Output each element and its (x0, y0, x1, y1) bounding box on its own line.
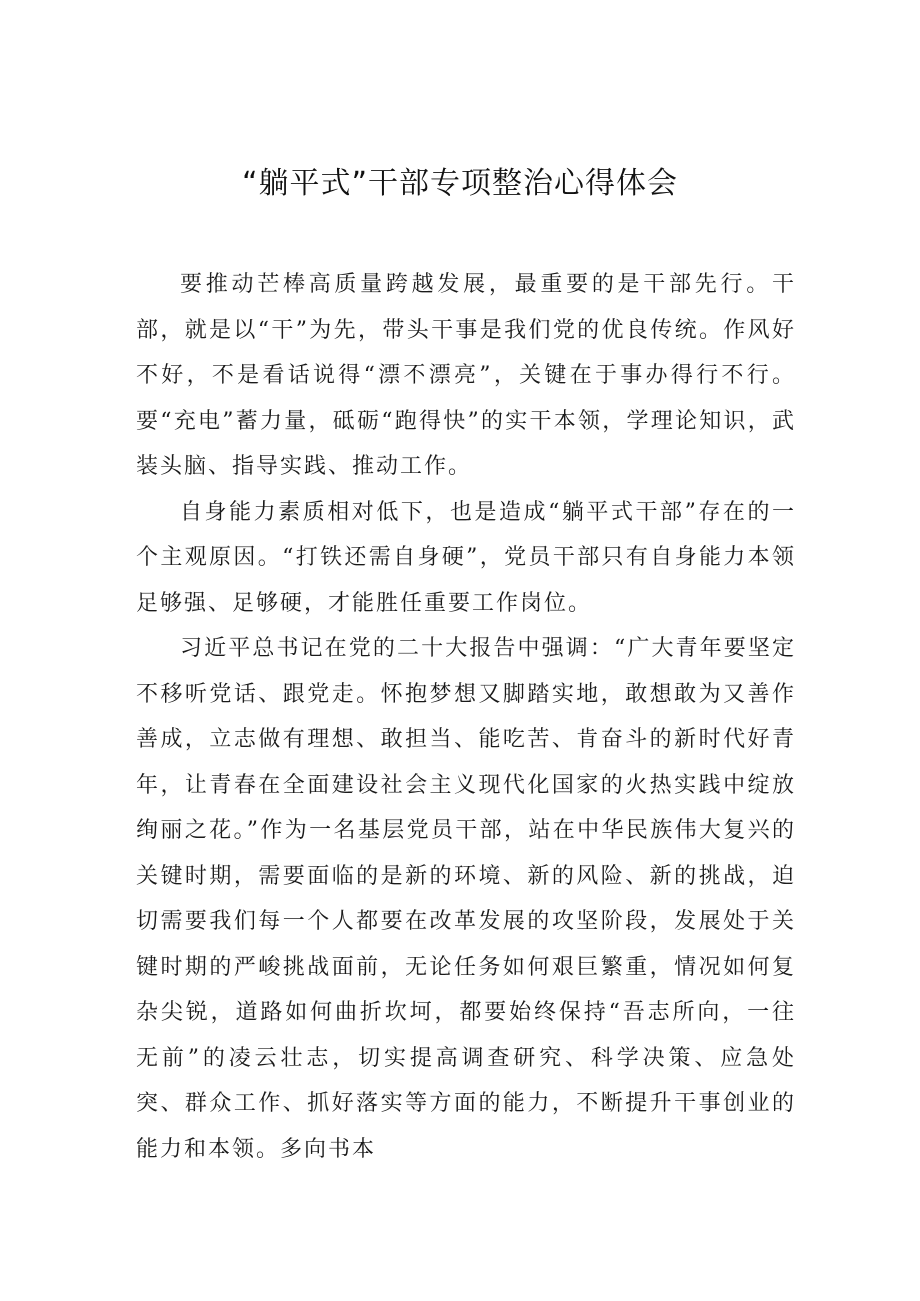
paragraph-3: 习近平总书记在党的二十大报告中强调：“广大青年要坚定不移听党话、跟党走。怀抱梦想又脚踏实地，敢想敢为又善作善成，立志做有理想、敢担当、能吃苦、肯奋斗的新时代好青年，让青春在全面建设社会主义现代化国家的火热实践中绽放绚丽之花。”作为一名基层党员干部，站在中华民族伟大复兴的关键时期，需要面临的是新的环境、新的风险、新的挑战，迫切需要我们每一个人都要在改革发展的攻坚阶段，发展处于关键时期的严峻挑战面前，无论任务如何艰巨繁重，情况如何复杂尖锐，道路如何曲折坎坷，都要始终保持“吾志所向，一往无前”的凌云壮志，切实提高调查研究、科学决策、应急处突、群众工作、抓好落实等方面的能力，不断提升干事创业的能力和本领。多向书本 (136, 636, 796, 1162)
paragraph-2: 自身能力素质相对低下，也是造成“躺平式干部”存在的一个主观原因。“打铁还需自身硬”，党员干部只有自身能力本领足够强、足够硬，才能胜任重要工作岗位。 (136, 499, 796, 616)
document-title: “躺平式”干部专项整治心得体会 (241, 166, 679, 201)
document-body (136, 262, 796, 1172)
paragraph-1: 要推动芒棒高质量跨越发展，最重要的是干部先行。干部，就是以“干”为先，带头干事是我们党的优良传统。作风好不好，不是看话说得“漂不漂亮”，关键在于事办得行不行。要“充电”蓄力量，砥砺“跑得快”的实干本领，学理论知识，武装头脑、指导实践、推动工作。 (136, 272, 796, 479)
